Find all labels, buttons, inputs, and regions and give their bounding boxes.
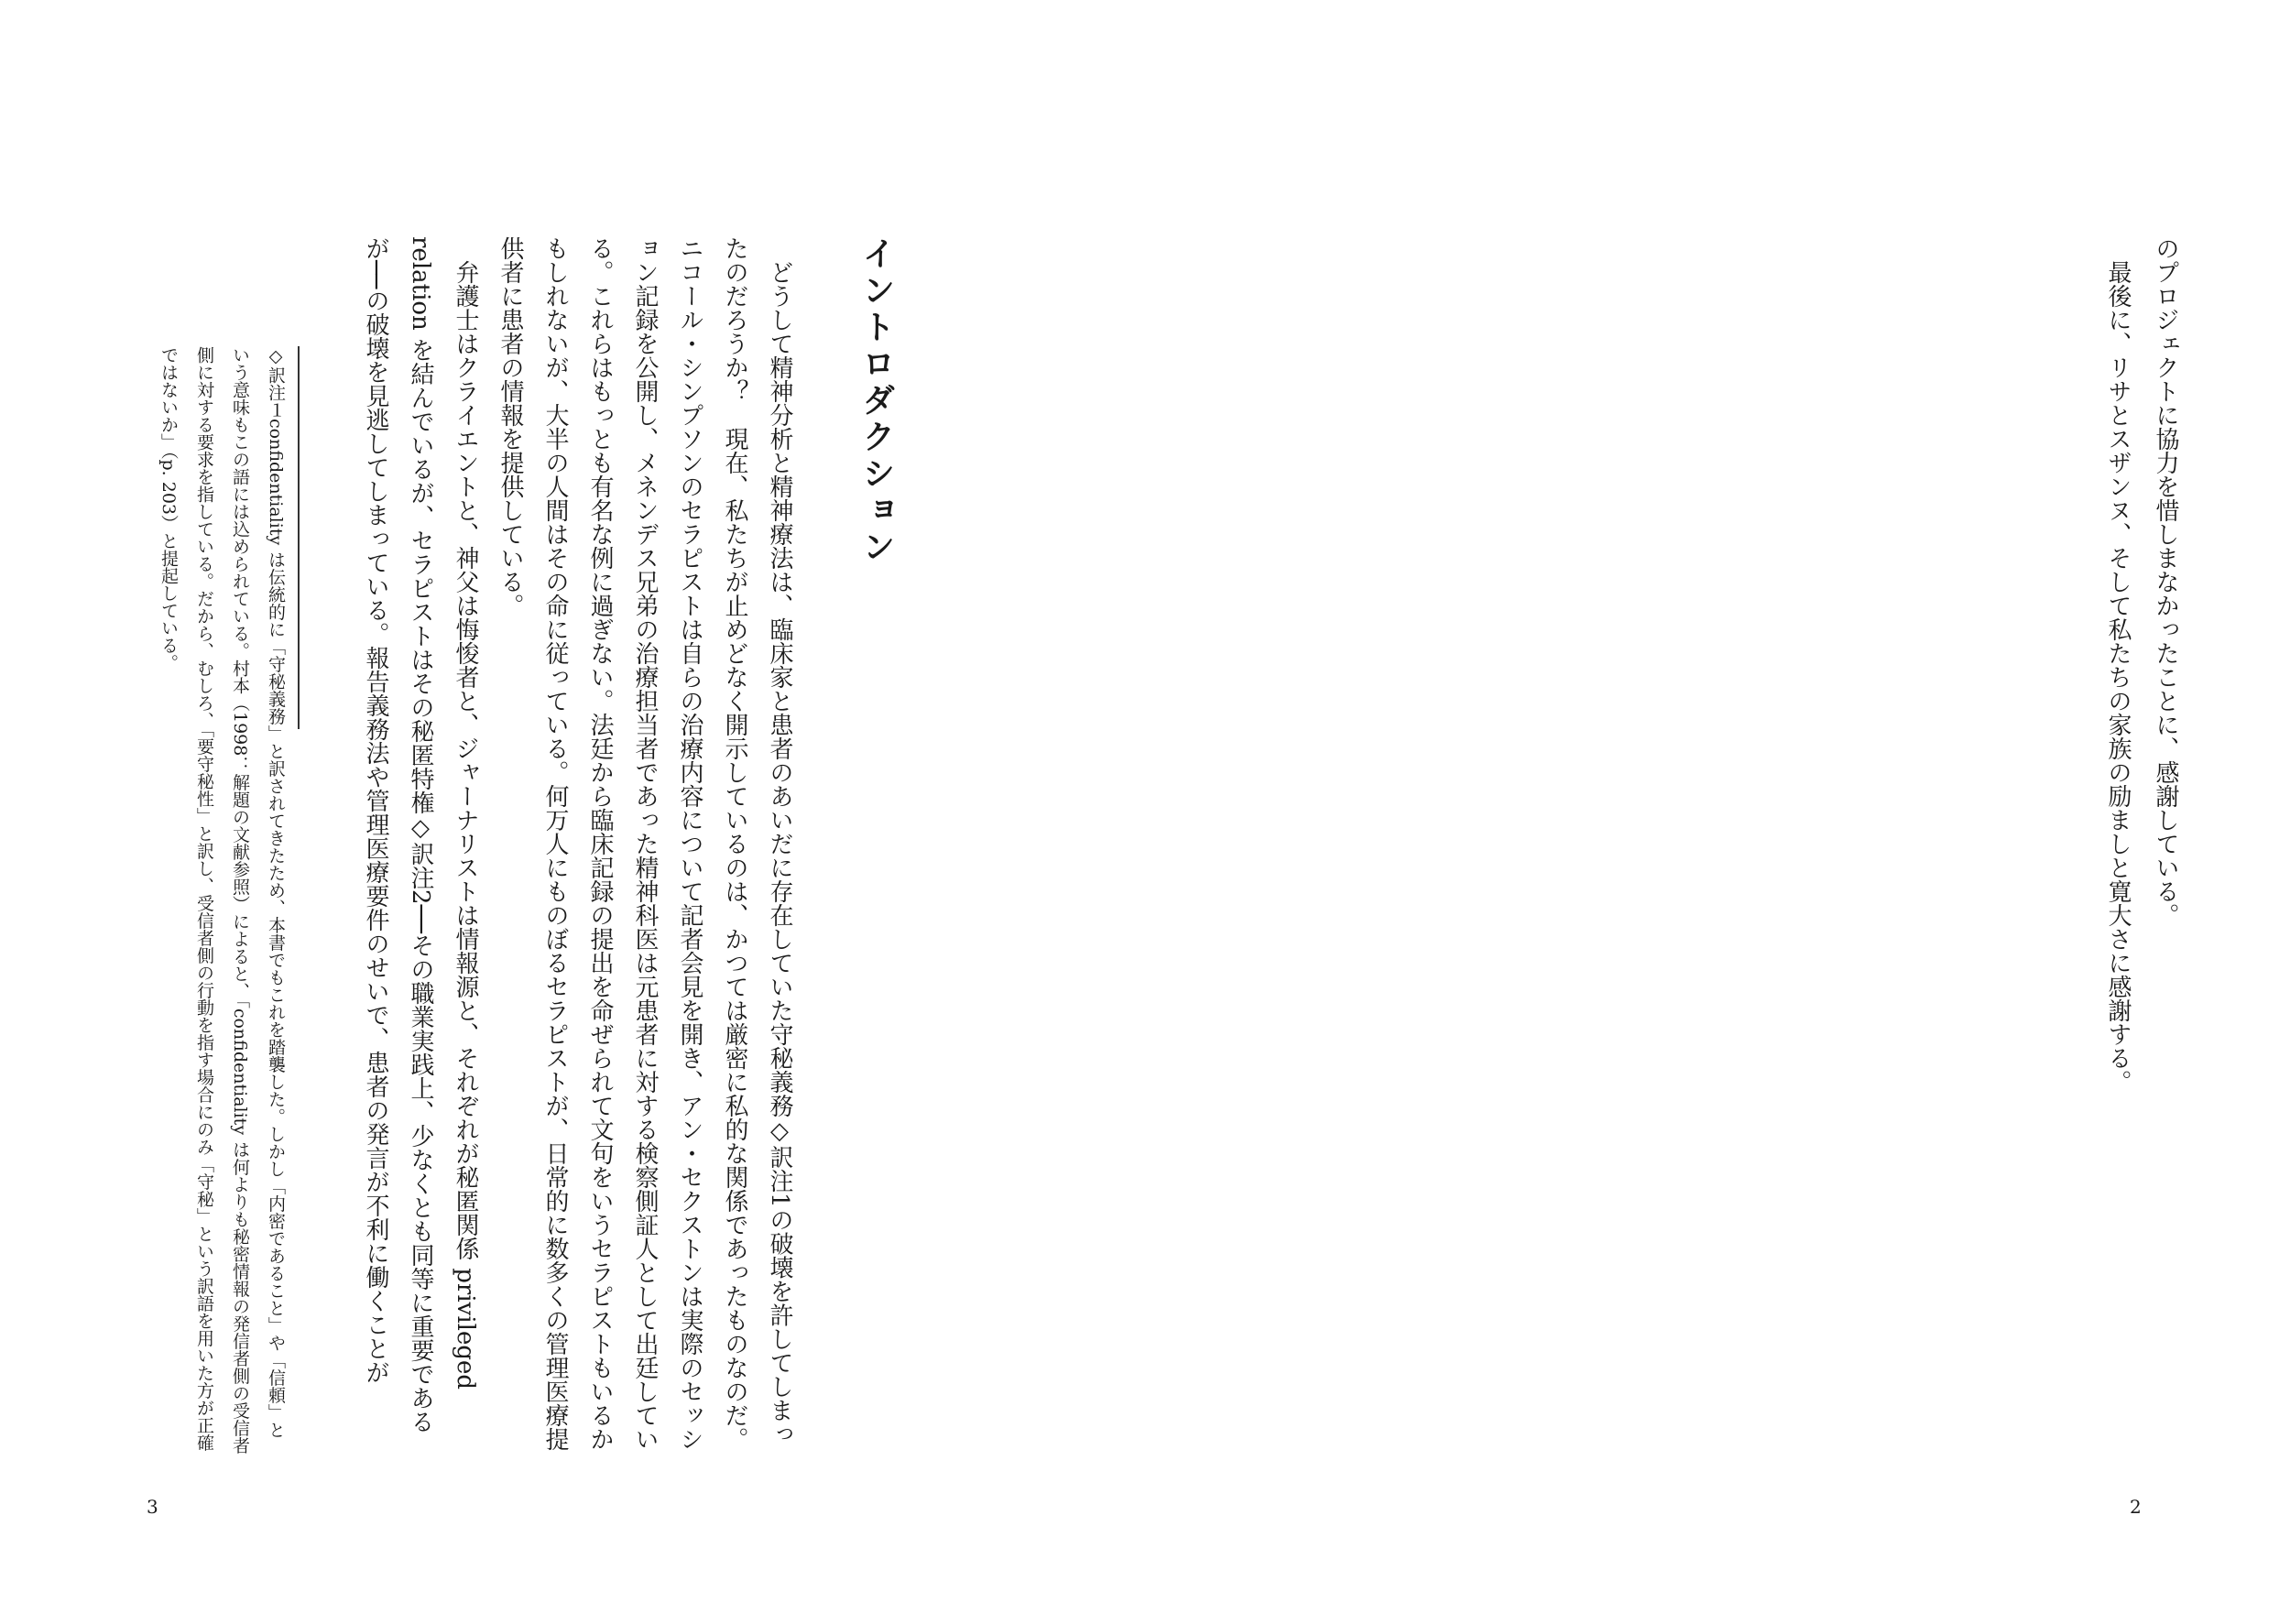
body-paragraph-1: どうして精神分析と精神療法は、臨床家と患者のあいだに存在していた守秘義務◇訳注1の破壊を許してしまったのだろうか？ 現在、私たちが止めどなく開示しているのは、かつては厳密に私的な関係であったものなのだ。ニコール・シンプソンのセラピストは自らの治療内容について記者会見を開き、アン・セクストンは実際のセッション記録を公開し、メネンデス兄弟の治療担当者であった精神科医は元患者に対する検察側証人として出廷している。これらはもっとも有名な例に過ぎない。法廷から臨床記録の提出を命ぜられて文句をいうセラピストもいるかもしれないが、大半の人間はその命に従っている。何万人にものぼるセラピストが、日常的に数多くの管理医療提供者に患者の情報を提供している。: [496, 236, 793, 1451]
translator-note-label: ◇訳注１: [266, 346, 286, 419]
translator-note: [147, 346, 293, 1455]
body-text: [353, 236, 802, 1455]
acknowledgement-line-1: のプロジェクトに協力を惜しまなかったことに、感謝している。: [2152, 236, 2179, 927]
translator-note-text: confidentiality は伝統的に「守秘義務」と訳されてきたため、本書でもこれを踏襲した。しかし「内密であること」や「信頼」という意味もこの語には込められている。村本（1998：解題の文献参照）によると、「confidentiality は何よりも秘密情報の発信者側の受信者側に対する要求を指している。だから、むしろ、「要守秘性」と訳し、受信者側の行動を指す場合にのみ「守秘」という訳語を用いた方が正確ではないか」（p. 203）と提起している。: [158, 346, 286, 1455]
body-paragraph-2: 弁護士はクライエントと、神父は悔悛者と、ジャーナリストは情報源と、それぞれが秘匿関係 privileged relation を結んでいるが、セラピストはその秘匿特権◇訳注2──その職業実践上、少なくとも同等に重要であるが──の破壊を見逃してしまっている。報告義務法や管理医療要件のせいで、患者の発言が不利に働くことが: [362, 236, 479, 1433]
footnote-divider: [298, 346, 300, 729]
acknowledgement-column: [2088, 236, 2189, 1427]
acknowledgement-line-2: 最後に、リサとスザンヌ、そして私たちの家族の励ましと寛大さに感謝する。: [2104, 260, 2132, 1094]
chapter-heading: イントロダクション: [857, 236, 895, 566]
page-number-right: 2: [2130, 1496, 2142, 1518]
page-number-left: 3: [147, 1496, 158, 1518]
acknowledgement-text: [1355, 236, 1356, 1427]
